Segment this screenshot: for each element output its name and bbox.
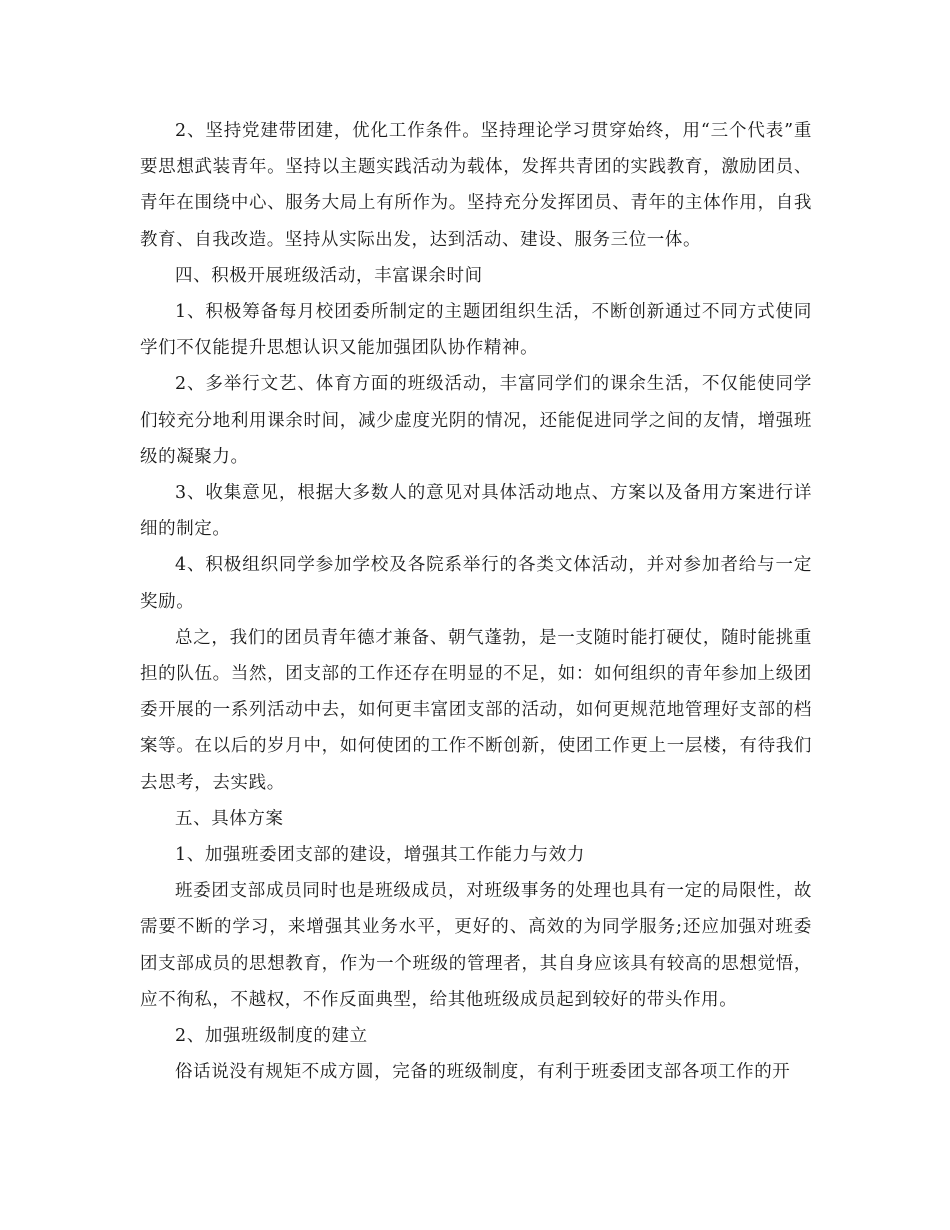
- paragraph-committee-members: 班委团支部成员同时也是班级成员，对班级事务的处理也具有一定的局限性，故需要不断的学习，来增强其业务水平，更好的、高效的为同学服务;还应加强对班委团支部成员的思想教育，作为一个班级的管理者，其自身应该具有较高的思想觉悟，应不徇私，不越权，不作反面典型，给其他班级成员起到较好的带头作用。: [140, 881, 812, 1010]
- subheading-committee-building: 1、加强班委团支部的建设，增强其工作能力与效力: [175, 845, 585, 866]
- paragraph-culture-sports: 2、多举行文艺、体育方面的班级活动，丰富同学们的课余生活，不仅能使同学们较充分地利用课余时间，减少虚度光阴的情况，还能促进同学之间的友情，增强班级的凝聚力。: [140, 374, 812, 467]
- paragraph-organize-participation: 4、积极组织同学参加学校及各院系举行的各类文体活动，并对参加者给与一定奖励。: [140, 555, 812, 612]
- paragraph-summary: 总之，我们的团员青年德才兼备、朝气蓬勃，是一支随时能打硬仗，随时能挑重担的队伍。当然，团支部的工作还存在明显的不足，如：如何组织的青年参加上级团委开展的一系列活动中去，如何更丰富团支部的活动，如何更规范地管理好支部的档案等。在以后的岁月中，如何使团的工作不断创新，使团工作更上一层楼，有待我们去思考，去实践。: [140, 627, 812, 793]
- heading-section-five: 五、具体方案: [175, 808, 284, 829]
- paragraph-collect-opinions: 3、收集意见，根据大多数人的意见对具体活动地点、方案以及备用方案进行详细的制定。: [140, 483, 812, 540]
- paragraph-party-building: 2、坚持党建带团建，优化工作条件。坚持理论学习贯穿始终，用“三个代表”重要思想武装青年。坚持以主题实践活动为载体，发挥共青团的实践教育，激励团员、青年在围绕中心、服务大局上有所作为。坚持充分发挥团员、青年的主体作用，自我教育、自我改造。坚持从实际出发，达到活动、建设、服务三位一体。: [140, 121, 812, 250]
- subheading-class-rules: 2、加强班级制度的建立: [175, 1026, 368, 1047]
- paragraph-class-rules: 俗话说没有规矩不成方圆，完备的班级制度，有利于班委团支部各项工作的开: [175, 1062, 791, 1083]
- heading-section-four: 四、积极开展班级活动，丰富课余时间: [175, 265, 483, 286]
- paragraph-theme-activities: 1、积极筹备每月校团委所制定的主题团组织生活，不断创新通过不同方式使同学们不仅能提升思想认识又能加强团队协作精神。: [140, 302, 812, 359]
- document-body: [140, 113, 812, 1090]
